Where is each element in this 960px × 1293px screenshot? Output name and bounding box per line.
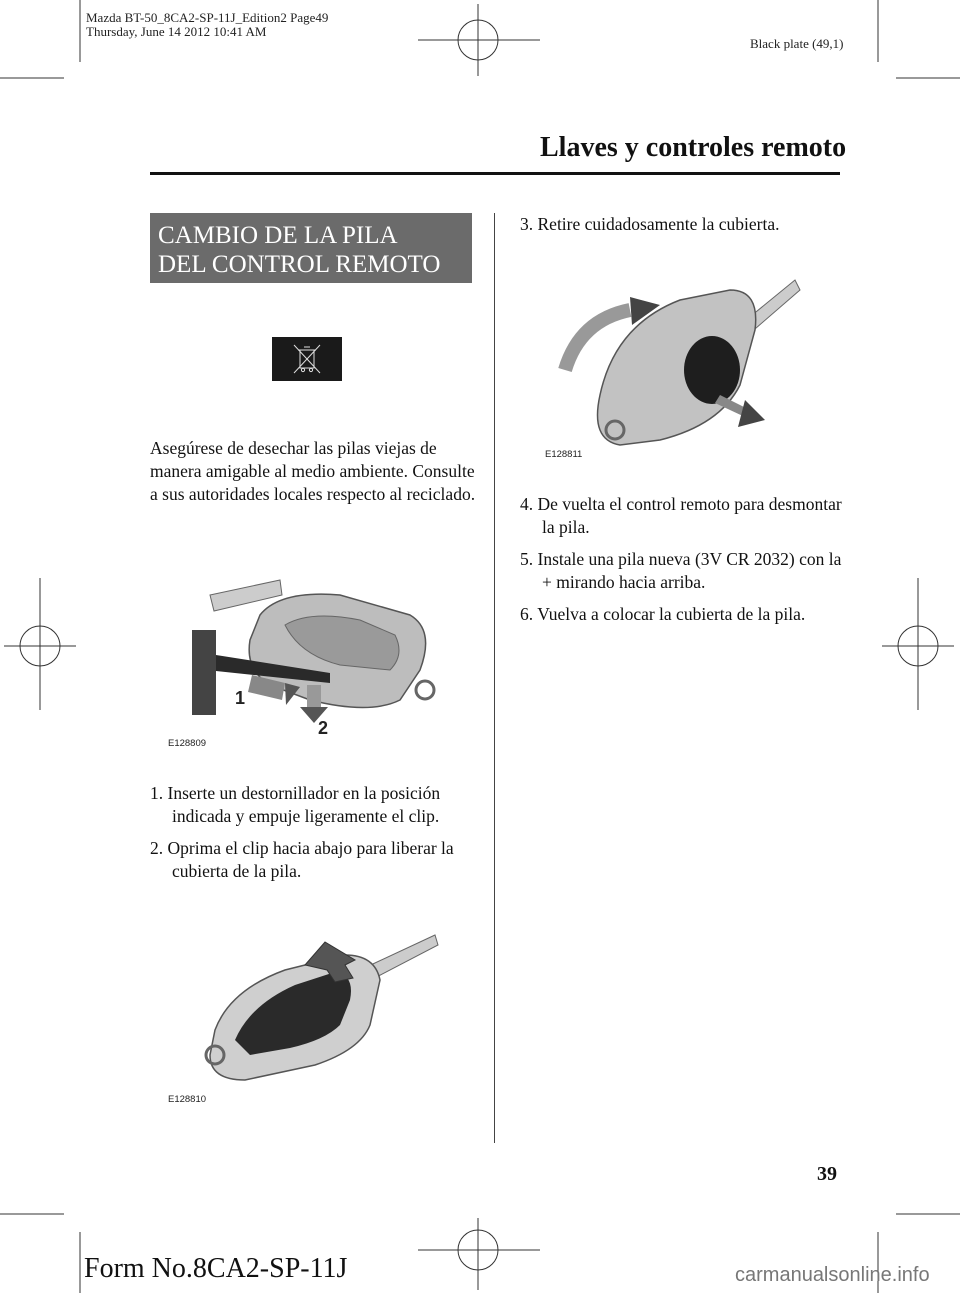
step-2	[150, 837, 480, 883]
step-6-text: Vuelva a colocar la cubierta de la pila.	[537, 604, 806, 624]
step-2-number: 2.	[150, 838, 164, 858]
figure-2-illustration	[195, 930, 445, 1090]
figure-1-code: E128809	[168, 738, 207, 749]
watermark: carmanualsonline.info	[735, 1264, 930, 1286]
recycle-bin-icon	[272, 337, 342, 381]
step-5	[520, 548, 850, 594]
file-info-line1: Mazda BT-50_8CA2-SP-11J_Edition2 Page49	[86, 10, 329, 25]
steps-right	[520, 493, 850, 635]
figure-3-code: E128811	[545, 449, 583, 460]
page-number: 39	[817, 1163, 837, 1185]
step-1-number: 1.	[150, 783, 164, 803]
plate-info: Black plate (49,1)	[750, 36, 844, 51]
step-5-text: Instale una pila nueva (3V CR 2032) con la + mirando hacia arriba.	[537, 549, 842, 592]
disposal-paragraph: Asegúrese de desechar las pilas viejas de manera amigable al medio ambiente. Consulte a sus autoridades locales respecto al reciclado.	[150, 438, 476, 504]
file-info-line2: Thursday, June 14 2012 10:41 AM	[86, 24, 267, 39]
step-3-text: Retire cuidadosamente la cubierta.	[537, 214, 780, 234]
steps-left	[150, 782, 480, 892]
banner-line2: DEL CONTROL REMOTO	[158, 251, 441, 278]
column-divider	[494, 213, 495, 1143]
header-rule	[150, 172, 840, 175]
section-banner	[150, 213, 472, 283]
step-1	[150, 782, 480, 828]
figure-3-illustration	[560, 275, 820, 455]
step-4	[520, 493, 850, 539]
step-4-text: De vuelta el control remoto para desmontar la pila.	[537, 494, 842, 537]
figure-1-callout-2: 2	[318, 718, 329, 738]
figure-1-callout-1: 1	[235, 688, 246, 708]
banner-line1: CAMBIO DE LA PILA	[158, 222, 398, 249]
step-1-text: Inserte un destornillador en la posición indicada y empuje ligeramente el clip.	[167, 783, 441, 826]
step-4-number: 4.	[520, 494, 534, 514]
section-title: Llaves y controles remoto	[540, 132, 847, 163]
step-3-number: 3.	[520, 214, 534, 234]
step-3	[520, 213, 872, 236]
step-2-text: Oprima el clip hacia abajo para liberar la cubierta de la pila.	[167, 838, 454, 881]
step-5-number: 5.	[520, 549, 534, 569]
step-6-number: 6.	[520, 604, 534, 624]
figure-2-code: E128810	[168, 1094, 207, 1105]
step-6	[520, 603, 850, 626]
form-number: Form No.8CA2-SP-11J	[84, 1253, 348, 1284]
